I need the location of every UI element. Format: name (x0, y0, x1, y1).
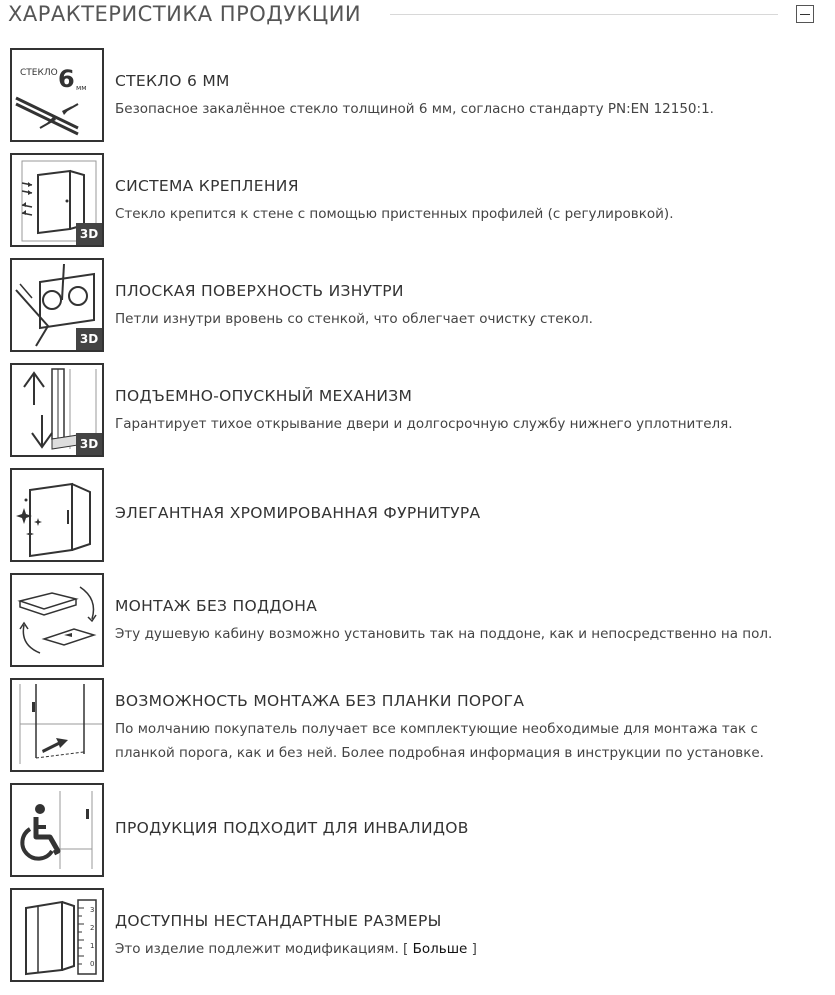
feature-title: СТЕКЛО 6 ММ (115, 72, 230, 90)
feature-no-tray (10, 573, 830, 665)
feature-title: СИСТЕМА КРЕПЛЕНИЯ (115, 177, 299, 195)
feature-title: ПОДЪЕМНО-ОПУСКНЫЙ МЕХАНИЗМ (115, 387, 413, 405)
feature-description: Эту душевую кабину возможно установить так на поддоне, как и непосредственно на пол. (115, 626, 773, 642)
header-divider (390, 14, 778, 15)
wheelchair-icon (10, 783, 104, 877)
section-header (8, 0, 828, 30)
feature-accessible (10, 783, 830, 875)
feature-title: ПРОДУКЦИЯ ПОДХОДИТ ДЛЯ ИНВАЛИДОВ (115, 819, 469, 837)
feature-title: ДОСТУПНЫ НЕСТАНДАРТНЫЕ РАЗМЕРЫ (115, 912, 442, 930)
feature-description: Петли изнутри вровень со стенкой, что облегчает очистку стекол. (115, 311, 593, 327)
feature-lift-mechanism (10, 363, 830, 455)
custom-size-icon (10, 888, 104, 982)
feature-description: Безопасное закалённое стекло толщиной 6 мм, согласно стандарту PN:EN 12150:1. (115, 101, 714, 117)
feature-description: По молчанию покупатель получает все комплектующие необходимые для монтажа так с планкой порога, как и без ней. Более подробная информация в инструкции по установке. (115, 721, 764, 761)
feature-mounting-system (10, 153, 830, 245)
lift-mechanism-icon (10, 363, 104, 457)
description-text: Это изделие подлежит модификациям. [ (115, 941, 413, 957)
ruler-label: 1 (90, 942, 95, 950)
3d-badge[interactable]: 3D (76, 223, 102, 245)
description-suffix: ] (467, 941, 477, 957)
3d-badge[interactable]: 3D (76, 328, 102, 350)
feature-glass-6mm (10, 48, 830, 140)
feature-title: МОНТАЖ БЕЗ ПОДДОНА (115, 597, 318, 615)
ruler-label: 0 (90, 960, 95, 968)
feature-flat-surface (10, 258, 830, 350)
feature-chrome-fittings (10, 468, 830, 560)
no-threshold-icon (10, 678, 104, 772)
feature-title: ЭЛЕГАНТНАЯ ХРОМИРОВАННАЯ ФУРНИТУРА (115, 504, 481, 522)
feature-description: Стекло крепится к стене с помощью пристенных профилей (с регулировкой). (115, 206, 674, 222)
icon-label-big: 6 (58, 65, 75, 93)
icon-label-unit: мм (76, 84, 87, 92)
collapse-icon[interactable] (796, 5, 814, 23)
feature-custom-sizes (10, 888, 830, 980)
section-title: ХАРАКТЕРИСТИКА ПРОДУКЦИИ (8, 2, 362, 26)
feature-description: Гарантирует тихое открывание двери и долгосрочную службу нижнего уплотнителя. (115, 416, 733, 432)
feature-description (115, 937, 815, 961)
more-link[interactable]: Больше (412, 941, 468, 957)
feature-title: ПЛОСКАЯ ПОВЕРХНОСТЬ ИЗНУТРИ (115, 282, 404, 300)
wall-profile-icon (10, 153, 104, 247)
ruler-label: 2 (90, 924, 95, 932)
no-tray-icon (10, 573, 104, 667)
chrome-fittings-icon (10, 468, 104, 562)
glass-thickness-icon (10, 48, 104, 142)
icon-label-small: СТЕКЛО (20, 68, 58, 78)
ruler-label: 3 (90, 906, 95, 914)
3d-badge[interactable]: 3D (76, 433, 102, 455)
feature-title: ВОЗМОЖНОСТЬ МОНТАЖА БЕЗ ПЛАНКИ ПОРОГА (115, 692, 525, 710)
flat-hinge-icon (10, 258, 104, 352)
feature-no-threshold (10, 678, 830, 770)
